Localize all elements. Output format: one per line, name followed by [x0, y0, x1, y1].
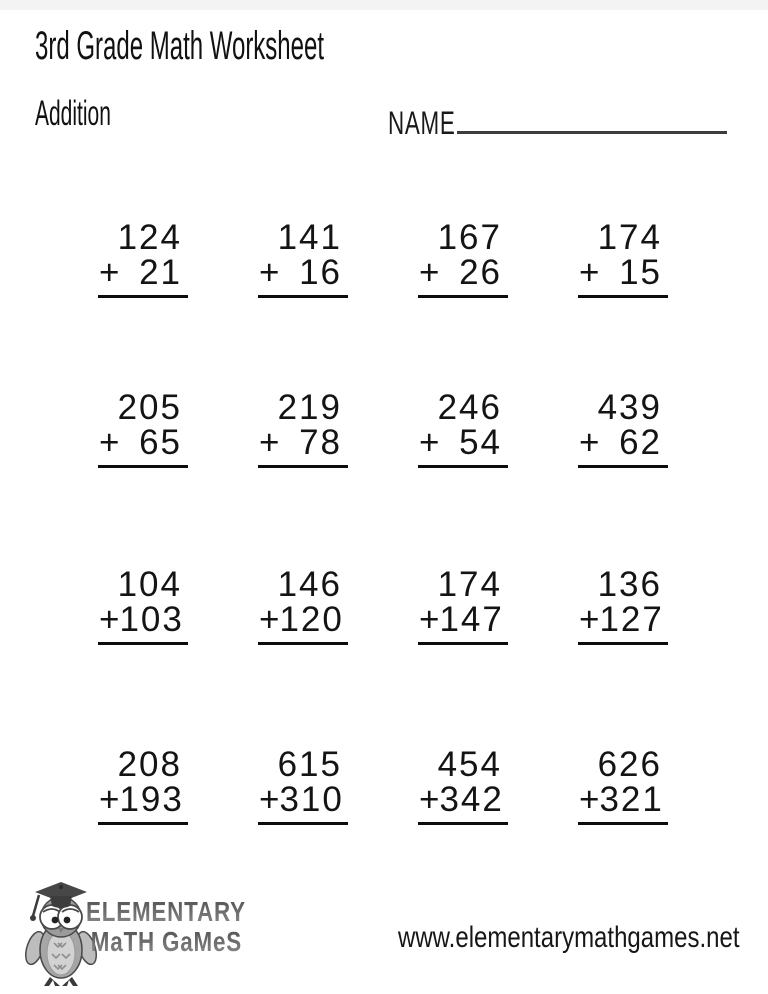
addition-problem [258, 747, 348, 825]
plus-operator: + [579, 600, 600, 639]
problem-bottom-row [578, 255, 668, 290]
plus-operator: + [419, 600, 440, 639]
name-label: NAME [388, 105, 456, 141]
addition-problem [578, 390, 668, 468]
problem-row [98, 567, 668, 645]
plus-operator: + [99, 423, 120, 462]
page-title: 3rd Grade Math Worksheet [35, 24, 325, 68]
plus-operator: + [99, 600, 120, 639]
addend-bottom: 193 [119, 780, 184, 819]
addition-problem [258, 567, 348, 645]
problem-bottom-row [578, 425, 668, 460]
plus-operator: + [419, 780, 440, 819]
plus-operator: + [99, 253, 120, 292]
addend-top: 174 [437, 565, 502, 604]
plus-operator: + [259, 780, 280, 819]
addend-bottom: 321 [599, 780, 664, 819]
addend-bottom: 103 [119, 600, 184, 639]
addition-problem [98, 390, 188, 468]
logo-line-1: ELEMENTARY [86, 896, 246, 927]
logo-line-2: MaTH GaMeS [91, 927, 246, 957]
addend-bottom: 310 [279, 780, 344, 819]
plus-operator: + [579, 253, 600, 292]
addend-top: 246 [437, 388, 502, 427]
addend-top: 146 [277, 565, 342, 604]
addend-bottom: 62 [619, 423, 662, 462]
plus-operator: + [419, 253, 440, 292]
addend-top: 454 [437, 745, 502, 784]
problem-row [98, 747, 668, 825]
plus-operator: + [259, 600, 280, 639]
addend-bottom: 54 [459, 423, 502, 462]
problem-bottom-row [418, 425, 508, 460]
problem-bottom-row [418, 255, 508, 290]
problem-bottom-row [98, 602, 188, 637]
problem-row [98, 220, 668, 298]
addend-top: 141 [277, 218, 342, 257]
plus-operator: + [579, 780, 600, 819]
addend-top: 615 [277, 745, 342, 784]
addend-bottom: 21 [139, 253, 182, 292]
worksheet-topic: Addition [35, 94, 111, 133]
scan-artifact-band [0, 0, 768, 10]
addition-problem [418, 747, 508, 825]
plus-operator: + [259, 253, 280, 292]
problem-bottom-row [258, 255, 348, 290]
addend-bottom: 15 [619, 253, 662, 292]
problem-bottom-row [98, 425, 188, 460]
addend-bottom: 65 [139, 423, 182, 462]
addend-top: 174 [597, 218, 662, 257]
addend-top: 104 [117, 565, 182, 604]
addend-bottom: 78 [299, 423, 342, 462]
problem-bottom-row [258, 602, 348, 637]
plus-operator: + [259, 423, 280, 462]
addition-problem [98, 747, 188, 825]
addition-problem [418, 567, 508, 645]
problem-row [98, 390, 668, 468]
name-blank-line [457, 131, 727, 134]
addend-top: 219 [277, 388, 342, 427]
addition-problem [578, 747, 668, 825]
addition-problem [98, 567, 188, 645]
addend-top: 208 [117, 745, 182, 784]
plus-operator: + [579, 423, 600, 462]
problem-bottom-row [578, 602, 668, 637]
addend-bottom: 26 [459, 253, 502, 292]
addend-top: 626 [597, 745, 662, 784]
addition-problem [418, 390, 508, 468]
addition-problem [258, 390, 348, 468]
addition-problem [258, 220, 348, 298]
plus-operator: + [99, 780, 120, 819]
problem-bottom-row [418, 602, 508, 637]
addition-problem [98, 220, 188, 298]
problem-bottom-row [418, 782, 508, 817]
problem-bottom-row [98, 782, 188, 817]
problem-bottom-row [258, 425, 348, 460]
addend-bottom: 16 [299, 253, 342, 292]
problem-bottom-row [258, 782, 348, 817]
addend-bottom: 147 [439, 600, 504, 639]
logo-wordmark [86, 897, 246, 957]
addend-top: 439 [597, 388, 662, 427]
website-url: www.elementarymathgames.net [398, 921, 740, 954]
plus-operator: + [419, 423, 440, 462]
addend-bottom: 127 [599, 600, 664, 639]
problem-bottom-row [98, 255, 188, 290]
addend-top: 167 [437, 218, 502, 257]
addition-problem [418, 220, 508, 298]
addend-bottom: 342 [439, 780, 504, 819]
addend-top: 136 [597, 565, 662, 604]
addition-problem [578, 220, 668, 298]
addend-top: 124 [117, 218, 182, 257]
addend-top: 205 [117, 388, 182, 427]
addend-bottom: 120 [279, 600, 344, 639]
addition-problem [578, 567, 668, 645]
problem-bottom-row [578, 782, 668, 817]
